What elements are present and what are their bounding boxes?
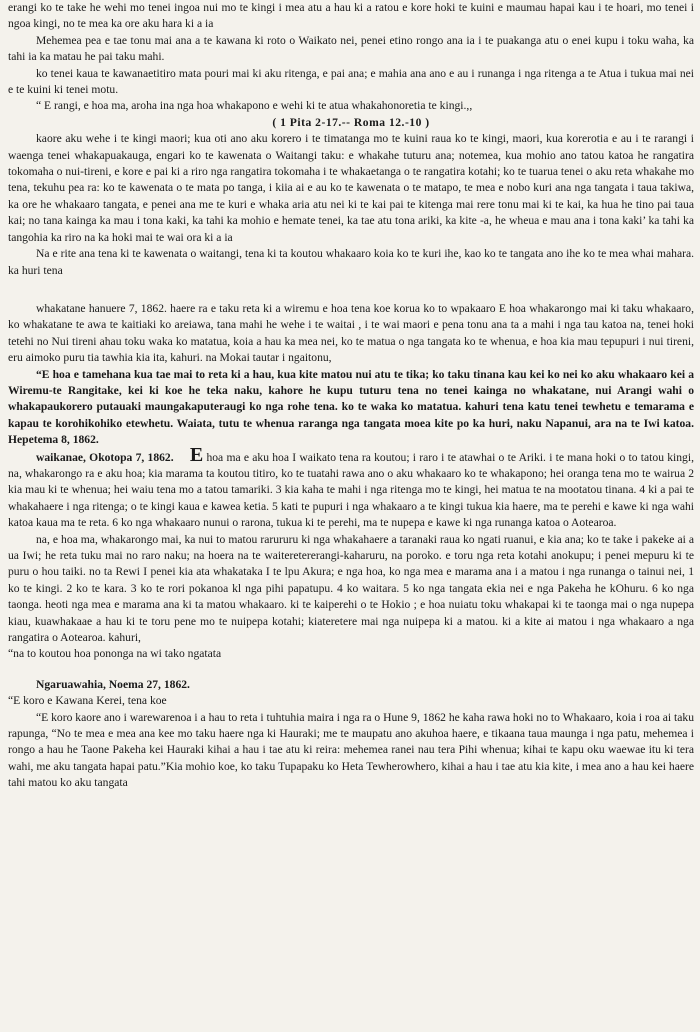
scripture-citation: ( 1 Pita 2-17.-- Roma 12.-10 ) (272, 115, 430, 129)
dateline: waikanae, Okotopa 7, 1862. (36, 450, 174, 464)
drop-cap: E (189, 443, 204, 466)
paragraph: na, e hoa ma, whakarongo mai, ka nui to matou rarururu ki nga whakahaere a taranaki raua ko ngati ruanui, e kia ana; ko te take i pakeke ai a ua Iwi; he reta tuku mai no raro naku; na hoera na te waiteretererangi-kaharuru, na poroko. e toru nga reta kotahi anokupu; i penei mepuru ki te puru o hou taiki. no ta Rewi I penei kia ata whakataka I te lpu Akura; e nga hoa, ko nga mea e marama ana i a matou i nga runanga o tainui nei, 1 ko te kingi. 2 ko te kara. 3 ko te rori pokanoa kl nga pihi papatupu. 4 ko waitara. 5 ko nga tangata ekia nei e nga Pakeha he kOhuru. 6 ko nga taonga. heoti nga mea e marama ana ki ta matou whakaaro. ki te kaiperehi o te Hokio ; e hoa nuiatu toku whakapai ki te taonga mai o nga nupepa kiau, kuawhakaae a hau ki te toru pene mo te nuipepa kotahi; kiateretere mai nga nuipepa ki a matou. ki a kite ai matou i nga whakaaro a nga rangatira o Aotearoa. kahuri, (8, 532, 694, 645)
article-ngaruawahia-letter (8, 677, 694, 792)
article-whakatane-letters (8, 301, 694, 449)
divider-space (8, 279, 694, 301)
signature-line: “na to koutou hoa pononga na wi tako ngatata (8, 647, 222, 661)
article-waikanae-letter (8, 443, 694, 663)
paragraph: Na e rite ana tena ki te kawenata o waitangi, tena ki ta koutou whakaaro koia ko te kuri ihe, kao ko te tangata ano ihe ko te mea whai mahara. ka huri tena (8, 247, 694, 277)
paragraph: erangi ko te take he wehi mo tenei ingoa nui mo te kingi i mea atu a hau ki a ratou e kore hoki te kuini e maumau hapai kau i te hoari, mo tenei i ngoa kingi, no te mea ka ore aku hara ki a ia (8, 1, 694, 31)
divider-space (8, 663, 694, 677)
paragraph: “E koro kaore ano i warewarenoa i a hau to reta i tuhtuhia maira i nga ra o Hune 9, 1862 he kaha rawa hoki no to Whakaaro, koia i roa ai taku rapunga, “No te mea e mea ana kee mo taku haere nga ki Hauraki; me te maupatu ano akuhoa haere, e tikaana taua maunga i nga patu, mehemea i rongo a hau he Taone Pakeha kei Hauraki kihai a hau i tae atu ki reira: mehemea ranei nau tera Pihi whenua; kihai te kapu oku waewae itu ki tera wahi, me aku tangata hapai patu.”Kia mohio koe, ko taku Tupapaku ko Heta Tewherowhero, kihai a hau i tae atu kia kite, i mea ano a hau kei haere tahi matou ko aku tangata (8, 710, 694, 790)
dateline: Ngaruawahia, Noema 27, 1862. (36, 677, 190, 691)
paragraph: kaore aku wehe i te kingi maori; kua oti ano aku korero i te timatanga mo te kuini raua ko te kingi, maori, kua korerotia e au i te rarangi i waenga tenei whakapuakauga, engari ko te kawenata o Waitangi taku: e whakahe tuturu ana; notemea, kua mohio ano tatou katoa he rangatira tokomaha o nui-tireni, e kore e pai ki a riro nga rangatira tokomaha i te whakaetanga o te rangatira kotahi; ko te tuarua tenei o aku reta whakahe mo tena, tekuhu pea ra: ko te kawenata o te mata po tanga, i kiia ai e au ko te kawenata o te matapo, te mea e nobo kuri ana nga tangata i taua takiwa, ka ore he whakaaro tangata, e penei ana me te kuri e whaka aria atu nei ki te kai pai te kitenga mai rere tonu mai ki te kai, ka hua he tino pai taua kai; no tana kainga ka mau i tona kaki, ka tahi ka mohio e hemate tenei, ka tae atu tona ariki, ka kite -a, he wheua e mau ana i tona kaki’ ka tahi ka tangohia ka riro na ka hoki mai te wai ora ki a ia (8, 132, 694, 244)
paragraph: “E hoa e tamehana kua tae mai to reta ki a hau, kua kite matou nui atu te tika; ko taku tinana kau kei ko nei ko aku whakaaro kei a Wiremu-te Rangitake, kei ki koe he teka naku, kahore he kupu tuturu tena no tenei kainga no whakatane, nui Arangi wahi o whakapaukorero putauaki maungakaputeraugi ko nga rohe tena. ko te waka ko matatua. kahuri tena katu tenei tewhetu e temarama e kapau te korohikohiko etewhetu. Waiata, tutu te whenua raranga nga tangata moea kite po ka huri, naku Napanui, ara na te Iwi katoa. Hepetema 8, 1862. (8, 367, 694, 447)
paragraph: ko tenei kaua te kawanaetitiro mata pouri mai ki aku ritenga, e pai ana; e mahia ana ano e au i runanga i nga ritenga a te Atua i tukua mai nei e te kuini ki tenei motu. (8, 66, 694, 97)
article-kingi-letter (8, 0, 694, 279)
paragraph: Mehemea pea e tae tonu mai ana a te kawana ki roto o Waikato nei, penei etino rongo ana ia i te puakanga atu o enei kupu i toku waha, ka tahi ia ka matau he pai taku mahi. (8, 33, 694, 64)
scripture-quote: “ E rangi, e hoa ma, aroha ina nga hoa whakapono e wehi ki te atua whakahonoretia te kingi.,, (36, 99, 473, 113)
paragraph: whakatane hanuere 7, 1862. haere ra e taku reta ki a wiremu e hoa tena koe korua ko to wpakaaro E hoa whakarongo mai ki taku whakaaro, ko whakatane te awa te kaitiaki ko areiawa, tana mahi he wehe i te waitai , i te wai maori e pena tonu ana ta a mahi i nga tau katoa na, tenei hoki tetehi no Nui tireni ahau toku waka ko matatua, koia a hau ka mea nei, ko te matua o nga tangata ko te whenua, e hoa kia mau tepupuri i nui tireni, eru aimoko puru tia tawhia kia ita, kahuri. na Mokai tautar i ngaitonu, (8, 301, 694, 365)
salutation: “E koro e Kawana Kerei, tena koe (8, 694, 167, 708)
paragraph: hoa ma e aku hoa I waikato tena ra koutou; i raro i te atawhai o te Ariki. i te mana hoki o to tatou kingi, na, whakarongo ra e aku hoa; kia marama ta koutou titiro, ko te tuatahi rawa ano o aku whakaaro ko te whakapono; hei oranga tena mo te wairua 2 kia mau ki te whenua; hei waiu tena mo a tatou tamariki. 3 kia kaha te mahi i nga ritenga mo te kingi, hei matua te na mootatou tinana. 4 ki a pai te whakahaere i nga ritenga; o te kingi kaua e kawea ketia. 5 kati te pupuri i nga whakaaro a te kingi tukua kia haere, ma te perehi e kawe ki nga wahi katoa kaua ma te reta. 6 ko nga whakaaro nunui o rarona, tukua ki te perehi, ma te nupepa e kawe ki nga runanga katoa o Aotearoa. (8, 450, 694, 530)
